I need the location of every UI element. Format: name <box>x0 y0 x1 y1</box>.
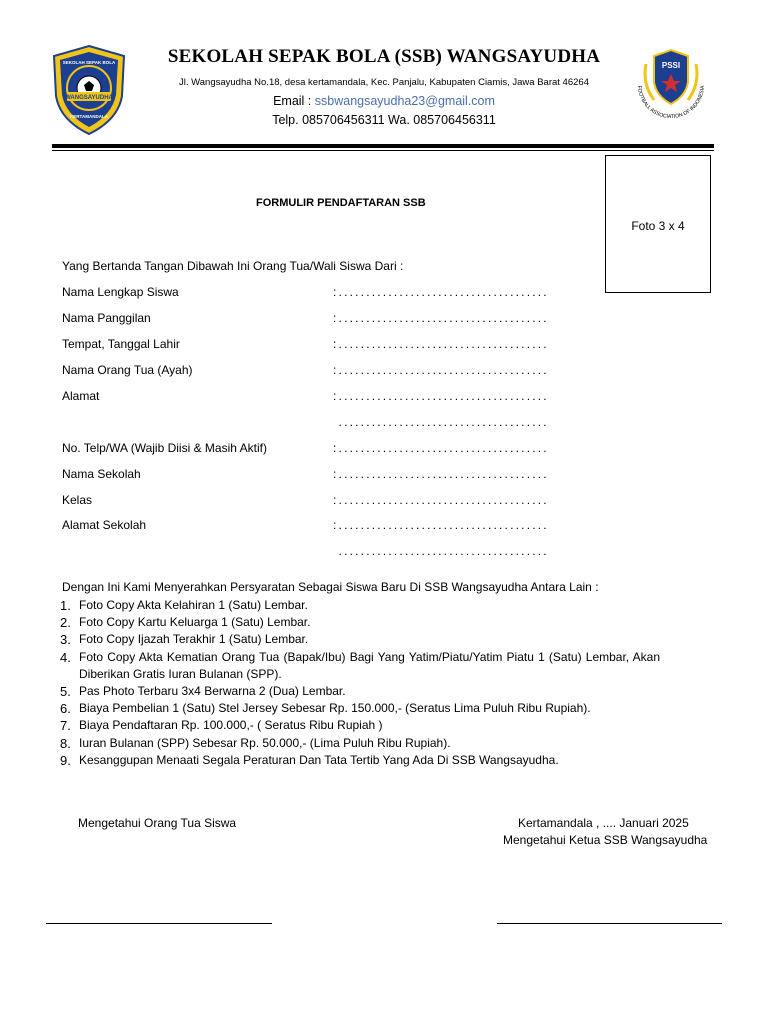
chairman-signature-line[interactable] <box>497 923 722 924</box>
svg-text:FOOTBALL ASSOCIATION OF INDONE: FOOTBALL ASSOCIATION OF INDONESIA <box>635 85 707 121</box>
item-text: Foto Copy Akta Kelahiran 1 (Satu) Lembar. <box>79 598 308 612</box>
field-label: Alamat Sekolah <box>62 518 147 532</box>
item-number: 9. <box>60 752 71 768</box>
requirement-item <box>60 700 660 717</box>
photo-box <box>605 155 711 293</box>
photo-label: Foto 3 x 4 <box>631 219 685 233</box>
item-text: Pas Photo Terbaru 3x4 Berwarna 2 (Dua) Lembar. <box>79 684 346 699</box>
item-text: Biaya Pendaftaran Rp. 100.000,- ( Seratus Ribu Rupiah ) <box>79 718 383 733</box>
item-text: Foto Copy Ijazah Terakhir 1 (Satu) Lembar. <box>79 632 309 647</box>
school-name: SEKOLAH SEPAK BOLA (SSB) WANGSAYUDHA <box>167 46 601 67</box>
requirements-list <box>60 597 660 769</box>
field-label: Nama Lengkap Siswa <box>62 285 179 299</box>
parent-signature-line[interactable] <box>46 923 272 924</box>
parent-signature-label: Mengetahui Orang Tua Siswa <box>78 816 237 830</box>
item-number: 1. <box>60 598 71 613</box>
field-label: Nama Sekolah <box>62 467 141 481</box>
item-text: Biaya Pembelian 1 (Satu) Stel Jersey Sebesar Rp. 150.000,- (Seratus Lima Puluh Ribu Rupiah). <box>79 701 591 716</box>
requirement-item <box>60 735 660 752</box>
svg-text:PSSI: PSSI <box>661 61 681 70</box>
requirement-item <box>60 752 660 769</box>
field-fill-line[interactable]: :...................................... <box>333 467 549 481</box>
item-number: 6. <box>60 701 71 717</box>
field-label: Nama Panggilan <box>62 311 151 325</box>
pssi-logo <box>630 44 712 126</box>
field-label: Kelas <box>62 493 93 507</box>
field-label: Alamat <box>62 389 100 403</box>
item-number: 4. <box>60 649 71 665</box>
item-number: 8. <box>60 735 71 751</box>
item-text: Foto Copy Kartu Keluarga 1 (Satu) Lembar. <box>79 615 311 630</box>
requirement-item <box>60 717 660 734</box>
email-link[interactable]: ssbwangsayudha23@gmail.com <box>314 94 495 108</box>
item-text: Foto Copy Akta Kematian Orang Tua (Bapak/Ibu) Bagi Yang Yatim/Piatu/Yatim Piatu 1 (Satu) Lembar, Akan Diberikan Gratis Iuran Bulanan (SPP). <box>79 649 660 681</box>
requirement-item <box>60 614 660 631</box>
field-fill-line-continued[interactable]: ...................................... <box>333 415 549 429</box>
requirements-intro: Dengan Ini Kami Menyerahkan Persyaratan Sebagai Siswa Baru Di SSB Wangsayudha Antara Lain : <box>62 580 599 594</box>
email-line <box>140 94 628 108</box>
field-label: Tempat, Tanggal Lahir <box>62 337 180 351</box>
item-text: Iuran Bulanan (SPP) Sebesar Rp. 50.000,- (Lima Puluh Ribu Rupiah). <box>79 735 451 750</box>
requirement-item <box>60 649 660 683</box>
svg-text:KERTAMANDALA: KERTAMANDALA <box>70 114 108 119</box>
field-fill-line[interactable]: :...................................... <box>333 518 549 532</box>
school-address: Jl. Wangsayudha No.18, desa kertamandala, Kec. Panjalu, Kabupaten Ciamis, Jawa Barat 46264 <box>179 77 589 88</box>
field-fill-line[interactable]: :...................................... <box>333 389 549 403</box>
field-label: No. Telp/WA (Wajib Diisi & Masih Aktif) <box>62 441 267 455</box>
field-label: Nama Orang Tua (Ayah) <box>62 363 193 377</box>
field-fill-line-continued[interactable]: ...................................... <box>333 544 549 558</box>
form-title: FORMULIR PENDAFTARAN SSB <box>256 197 426 209</box>
svg-text:WANGSAYUDHA: WANGSAYUDHA <box>65 95 113 101</box>
field-fill-line[interactable]: :...................................... <box>333 311 549 325</box>
svg-text:SEKOLAH SEPAK BOLA: SEKOLAH SEPAK BOLA <box>62 60 116 65</box>
email-label: Email : <box>273 94 315 108</box>
form-intro: Yang Bertanda Tangan Dibawah Ini Orang Tua/Wali Siswa Dari : <box>62 259 404 273</box>
field-fill-line[interactable]: :...................................... <box>333 493 549 507</box>
header-rule-thick <box>52 144 714 148</box>
requirement-item <box>60 683 660 700</box>
item-number: 5. <box>60 684 71 700</box>
item-number: 3. <box>60 632 71 648</box>
field-fill-line[interactable]: :...................................... <box>333 337 549 351</box>
item-number: 7. <box>60 718 71 734</box>
field-fill-line[interactable]: :...................................... <box>333 441 549 455</box>
place-date: Kertamandala , .... Januari 2025 <box>518 816 689 830</box>
item-text: Kesanggupan Menaati Segala Peraturan Dan Tata Tertib Yang Ada Di SSB Wangsayudha. <box>79 752 559 767</box>
chairman-signature-label: Mengetahui Ketua SSB Wangsayudha <box>503 833 708 847</box>
requirement-item <box>60 631 660 648</box>
field-fill-line[interactable]: :...................................... <box>333 285 549 299</box>
item-number: 2. <box>60 615 71 631</box>
field-fill-line[interactable]: :...................................... <box>333 363 549 377</box>
requirement-item <box>60 597 660 614</box>
header-rule-thin <box>52 150 714 151</box>
ssb-logo <box>50 44 128 136</box>
phone-line: Telp. 085706456311 Wa. 085706456311 <box>272 113 496 127</box>
